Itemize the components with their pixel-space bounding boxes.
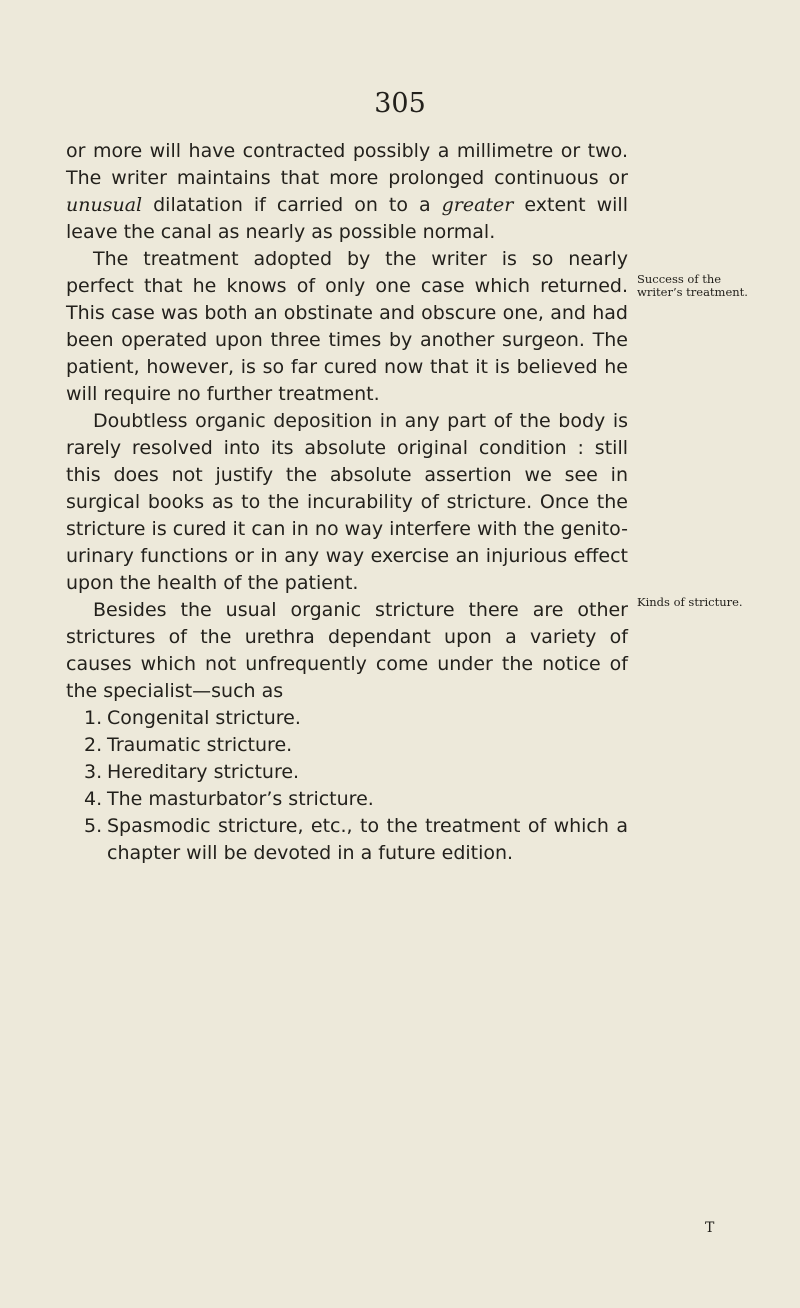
list-item — [66, 705, 628, 732]
list-item — [66, 813, 628, 867]
body-text — [66, 138, 628, 867]
list-item-text: Spasmodic stricture, etc., to the treatment of which a chapter will be devoted in a future edition. — [107, 815, 628, 864]
list-item-number: 5. — [84, 815, 103, 837]
list-item-text: Hereditary stricture. — [107, 761, 300, 783]
list-item-number: 1. — [84, 707, 103, 729]
list-item-number: 4. — [84, 788, 103, 810]
paragraph-other-strictures: Besides the usual organic stricture there are other strictures of the urethra dependant upon a variety of causes which not unfrequently come under the notice of the specialist—such as — [66, 599, 628, 702]
paragraph-treatment: The treatment adopted by the writer is so nearly perfect that he knows of only one case which returned. This case was both an obstinate and obscure one, and had been operated upon three times by another surgeon. The patient, however, is so far cured now that it is believed he will require no further treatment. — [66, 248, 628, 405]
paragraph-1-text-c: extent will leave the canal as nearly as possible normal. — [66, 194, 628, 243]
list-item-number: 3. — [84, 761, 103, 783]
list-item-text: Traumatic stricture. — [107, 734, 293, 756]
stricture-list — [66, 705, 628, 867]
list-item-number: 2. — [84, 734, 103, 756]
paragraph-1-text-a: or more will have contracted possibly a millimetre or two. The writer maintains that more prolonged continuous or — [66, 140, 628, 189]
paragraph-organic-deposition: Doubtless organic deposition in any part of the body is rarely resolved into its absolute original condition : still this does not justify the absolute assertion we see in surgical books as to the incurability of stricture. Once the stricture is cured it can in no way interfere with the genito-urinary functions or in any way exercise an injurious effect upon the health of the patient. — [66, 410, 628, 594]
list-item — [66, 732, 628, 759]
paragraph-continuation — [66, 138, 628, 246]
signature-mark: T — [705, 1220, 715, 1236]
list-item-text: The masturbator’s stricture. — [107, 788, 374, 810]
list-item — [66, 786, 628, 813]
emphasis-greater: greater — [441, 194, 514, 216]
list-item — [66, 759, 628, 786]
list-item-text: Congenital stricture. — [107, 707, 301, 729]
paragraph-1-text-b: dilatation if carried on to a — [142, 194, 442, 216]
emphasis-unusual: unusual — [66, 194, 143, 216]
margin-note-success: Success of the writer’s treatment. — [637, 272, 748, 299]
margin-note-kinds: Kinds of stricture. — [637, 595, 743, 609]
page-number: 305 — [374, 88, 426, 119]
